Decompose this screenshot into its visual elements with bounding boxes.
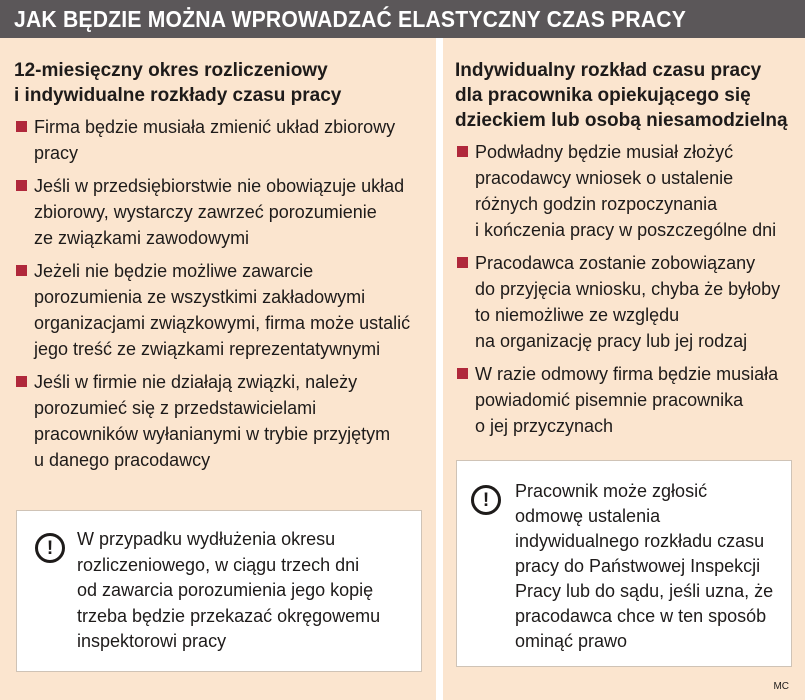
right-heading-line: dzieckiem lub osobą niesamodzielną xyxy=(455,110,788,131)
left-heading xyxy=(14,58,428,108)
list-item: Podwładny będzie musiał złożyć pracodawcy wniosek o ustalenie różnych godzin rozpoczynania i kończenia pracy w poszczególne dni xyxy=(455,139,799,243)
left-note-box xyxy=(16,510,422,672)
left-column xyxy=(0,38,436,480)
bullet-square-icon xyxy=(457,368,468,379)
header-bar xyxy=(0,0,805,38)
right-note-box xyxy=(456,460,792,667)
list-item: Jeśli w firmie nie działają związki, należy porozumieć się z przedstawicielami pracowników wyłanianymi w trybie przyjętym u danego pracodawcy xyxy=(14,369,428,473)
exclamation-icon: ! xyxy=(35,533,65,563)
bullet-square-icon xyxy=(16,180,27,191)
bullet-square-icon xyxy=(457,146,468,157)
right-heading-line: Indywidualny rozkład czasu pracy xyxy=(455,60,762,81)
right-heading-line: dla pracownika opiekującego się xyxy=(455,85,751,106)
column-divider xyxy=(436,38,443,700)
right-heading xyxy=(455,58,799,133)
list-item: Firma będzie musiała zmienić układ zbiorowy pracy xyxy=(14,114,428,166)
bullet-square-icon xyxy=(16,265,27,276)
left-heading-line: 12-miesięczny okres rozliczeniowy xyxy=(14,60,328,81)
list-item: Pracodawca zostanie zobowiązany do przyjęcia wniosku, chyba że byłoby to niemożliwe ze względu na organizację pracy lub jej rodzaj xyxy=(455,250,799,354)
right-column xyxy=(443,38,805,446)
author-credit: MC xyxy=(773,681,789,692)
bullet-square-icon xyxy=(16,121,27,132)
left-bullet-list xyxy=(14,114,428,473)
right-bullet-list xyxy=(455,139,799,439)
list-item: Jeżeli nie będzie możliwe zawarcie porozumienia ze wszystkimi zakładowymi organizacjami związkowymi, firma może ustalić jego treść ze związkami reprezentatywnymi xyxy=(14,258,428,362)
left-heading-line: i indywidualne rozkłady czasu pracy xyxy=(14,85,342,106)
list-item: W razie odmowy firma będzie musiała powiadomić pisemnie pracownika o jej przyczynach xyxy=(455,361,799,439)
right-note-text: Pracownik może zgłosić odmowę ustalenia indywidualnego rozkładu czasu pracy do Państwowej Inspekcji Pracy lub do sądu, jeśli uzna, że pracodawca chce w ten sposób ominąć prawo xyxy=(515,481,774,651)
page-title: JAK BĘDZIE MOŻNA WPROWADZAĆ ELASTYCZNY CZAS PRACY xyxy=(14,5,687,32)
left-note-text: W przypadku wydłużenia okresu rozliczeniowego, w ciągu trzech dni od zawarcia porozumienia jego kopię trzeba będzie przekazać okręgowemu inspektorowi pracy xyxy=(77,529,381,651)
bullet-square-icon xyxy=(457,257,468,268)
list-item: Jeśli w przedsiębiorstwie nie obowiązuje układ zbiorowy, wystarczy zawrzeć porozumienie ze związkami zawodowymi xyxy=(14,173,428,251)
bullet-square-icon xyxy=(16,376,27,387)
exclamation-icon: ! xyxy=(471,485,501,515)
